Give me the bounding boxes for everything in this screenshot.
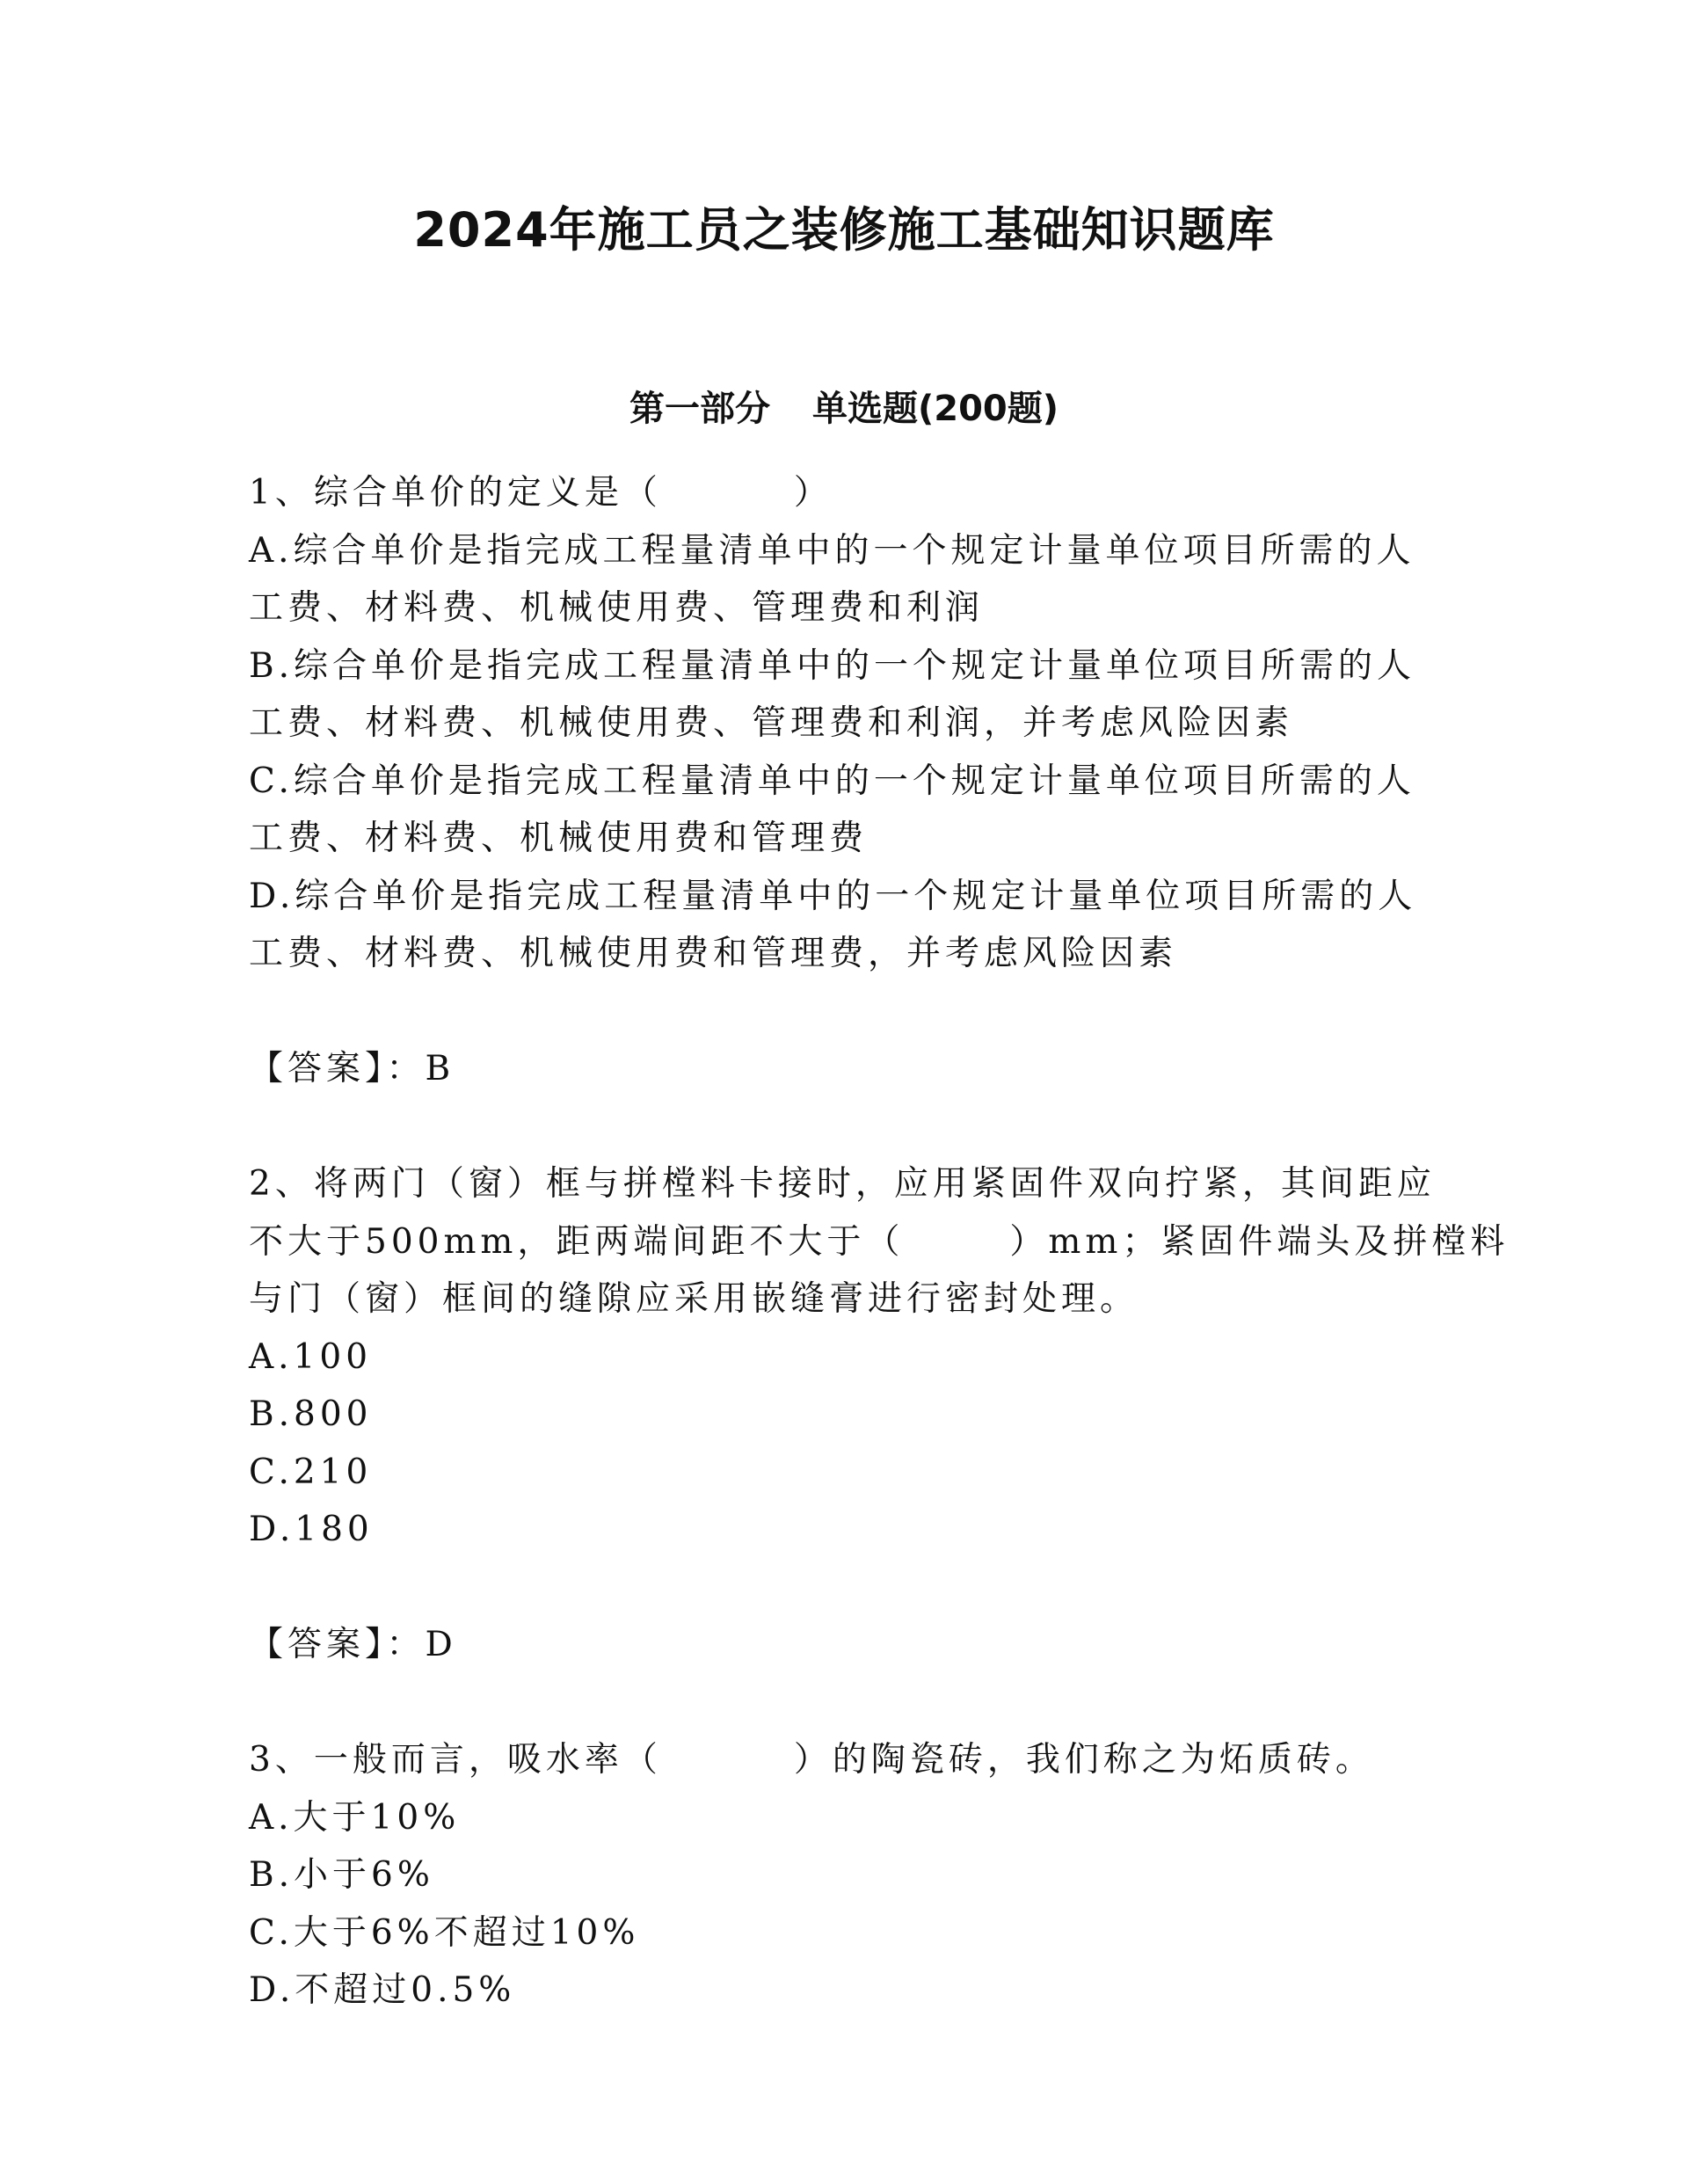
answer-label: 【答案】： [249, 1625, 426, 1664]
option-b: B.小于6% [249, 1855, 434, 1895]
section-part: 第一部分 [629, 389, 770, 429]
answer-value: D [425, 1625, 457, 1664]
option-b-cont: 工费、材料费、机械使用费、管理费和利润，并考虑风险因素 [249, 703, 1294, 743]
option-d: D.综合单价是指完成工程量清单中的一个规定计量单位项目所需的人 [249, 876, 1417, 916]
option-b: B.800 [249, 1394, 373, 1434]
question-list [249, 464, 1510, 2020]
question-3 [249, 1731, 1444, 2020]
option-c: C.210 [249, 1452, 373, 1492]
document-title: 2024年施工员之装修施工基础知识题库 [413, 202, 1275, 258]
option-d: D.不超过0.5% [249, 1970, 516, 2010]
option-a: A.综合单价是指完成工程量清单中的一个规定计量单位项目所需的人 [249, 530, 1415, 571]
question-stem: 1、综合单价的定义是（ ） [249, 473, 833, 513]
answer-label: 【答案】： [249, 1049, 426, 1088]
question-stem-cont: 与门（窗）框间的缝隙应采用嵌缝膏进行密封处理。 [249, 1279, 1139, 1319]
question-2 [249, 1155, 1510, 1731]
option-d: D.180 [249, 1510, 374, 1549]
option-a: A.大于10% [249, 1797, 461, 1838]
question-stem: 2、将两门（窗）框与拼樘料卡接时，应用紧固件双向拧紧，其间距应 [249, 1164, 1436, 1204]
question-1 [249, 464, 1444, 1155]
answer [249, 1616, 1444, 1674]
section-name: 单选题(200题) [811, 389, 1059, 429]
option-b: B.综合单价是指完成工程量清单中的一个规定计量单位项目所需的人 [249, 645, 1416, 686]
question-stem-cont: 不大于500mm，距两端间距不大于（ ）mm；紧固件端头及拼樘料 [249, 1221, 1510, 1262]
answer [249, 1040, 1444, 1098]
answer-value: B [425, 1049, 455, 1088]
option-a: A.100 [249, 1336, 373, 1377]
option-c-cont: 工费、材料费、机械使用费和管理费 [249, 819, 869, 858]
option-c: C.综合单价是指完成工程量清单中的一个规定计量单位项目所需的人 [249, 761, 1415, 801]
question-stem: 3、一般而言，吸水率（ ）的陶瓷砖，我们称之为炻质砖。 [249, 1740, 1374, 1780]
option-c: C.大于6%不超过10% [249, 1912, 640, 1953]
option-a-cont: 工费、材料费、机械使用费、管理费和利润 [249, 588, 985, 628]
option-d-cont: 工费、材料费、机械使用费和管理费，并考虑风险因素 [249, 934, 1178, 973]
section-heading [0, 382, 1688, 436]
